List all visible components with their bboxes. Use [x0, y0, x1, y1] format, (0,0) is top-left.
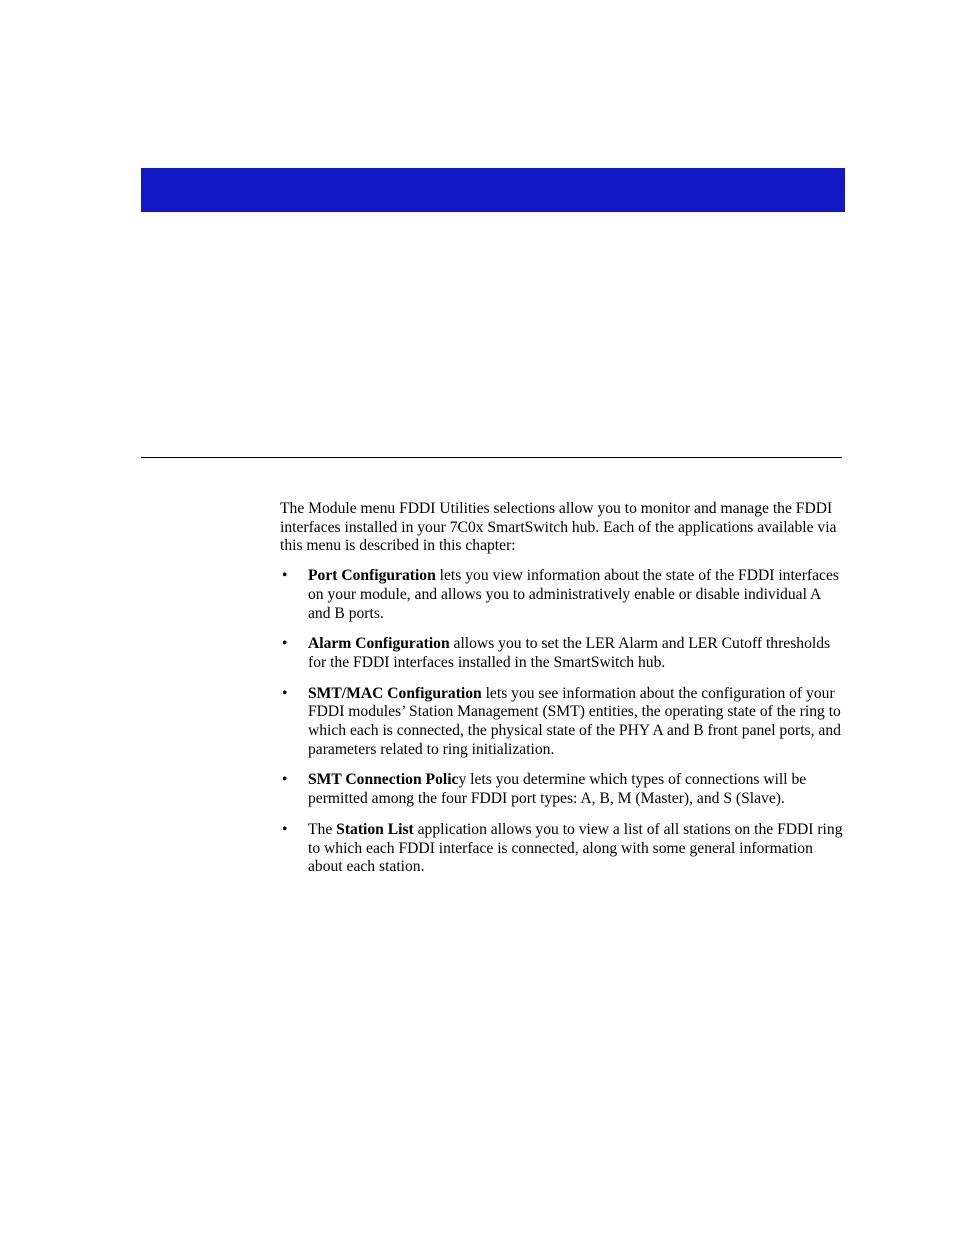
list-item-port-configuration — [280, 567, 846, 623]
chapter-intro-content — [280, 500, 846, 889]
list-item-smt-connection-policy — [280, 771, 846, 808]
item-term: Port Configuration — [308, 567, 436, 585]
item-description: application allows you to view a list of all stations on the FDDI ring to which each FDDI interface is connected, along with some general information about each station. — [308, 820, 843, 876]
item-prefix: The — [308, 820, 337, 838]
item-term: SMT Connection Polic — [308, 771, 459, 789]
application-list — [280, 567, 846, 877]
item-description: y lets you determine which types of connections will be permitted among the four FDDI port types: A, B, M (Master), and S (Slave). — [308, 771, 807, 808]
item-term: SMT/MAC Configuration — [308, 684, 482, 702]
bullet-icon: • — [282, 567, 288, 585]
item-term: Station List — [336, 820, 414, 838]
chapter-header-bar — [141, 168, 845, 212]
item-description: lets you view information about the state of the FDDI interfaces on your module, and allows you to administratively enable or disable individual A and B ports. — [308, 567, 839, 622]
section-divider — [141, 457, 842, 458]
bullet-icon: • — [282, 684, 288, 702]
list-item-station-list — [280, 821, 846, 877]
bullet-icon: • — [282, 635, 288, 653]
bullet-icon: • — [282, 771, 288, 789]
bullet-icon: • — [282, 820, 288, 838]
item-description: allows you to set the LER Alarm and LER Cutoff thresholds for the FDDI interfaces installed in the SmartSwitch hub. — [308, 635, 831, 671]
item-term: Alarm Configuration — [308, 635, 450, 653]
list-item-alarm-configuration — [280, 635, 846, 672]
list-item-smt-mac-configuration — [280, 685, 846, 760]
item-description: lets you see information about the configuration of your FDDI modules’ Station Management (SMT) entities, the operating state of the ring to which each is connected, the physical state of the PHY A and B front panel ports, and parameters related to ring initialization. — [308, 684, 841, 758]
intro-paragraph: The Module menu FDDI Utilities selections allow you to monitor and manage the FDDI interfaces installed in your 7C0x SmartSwitch hub. Each of the applications available via this menu is described in this chapter: — [280, 500, 837, 555]
